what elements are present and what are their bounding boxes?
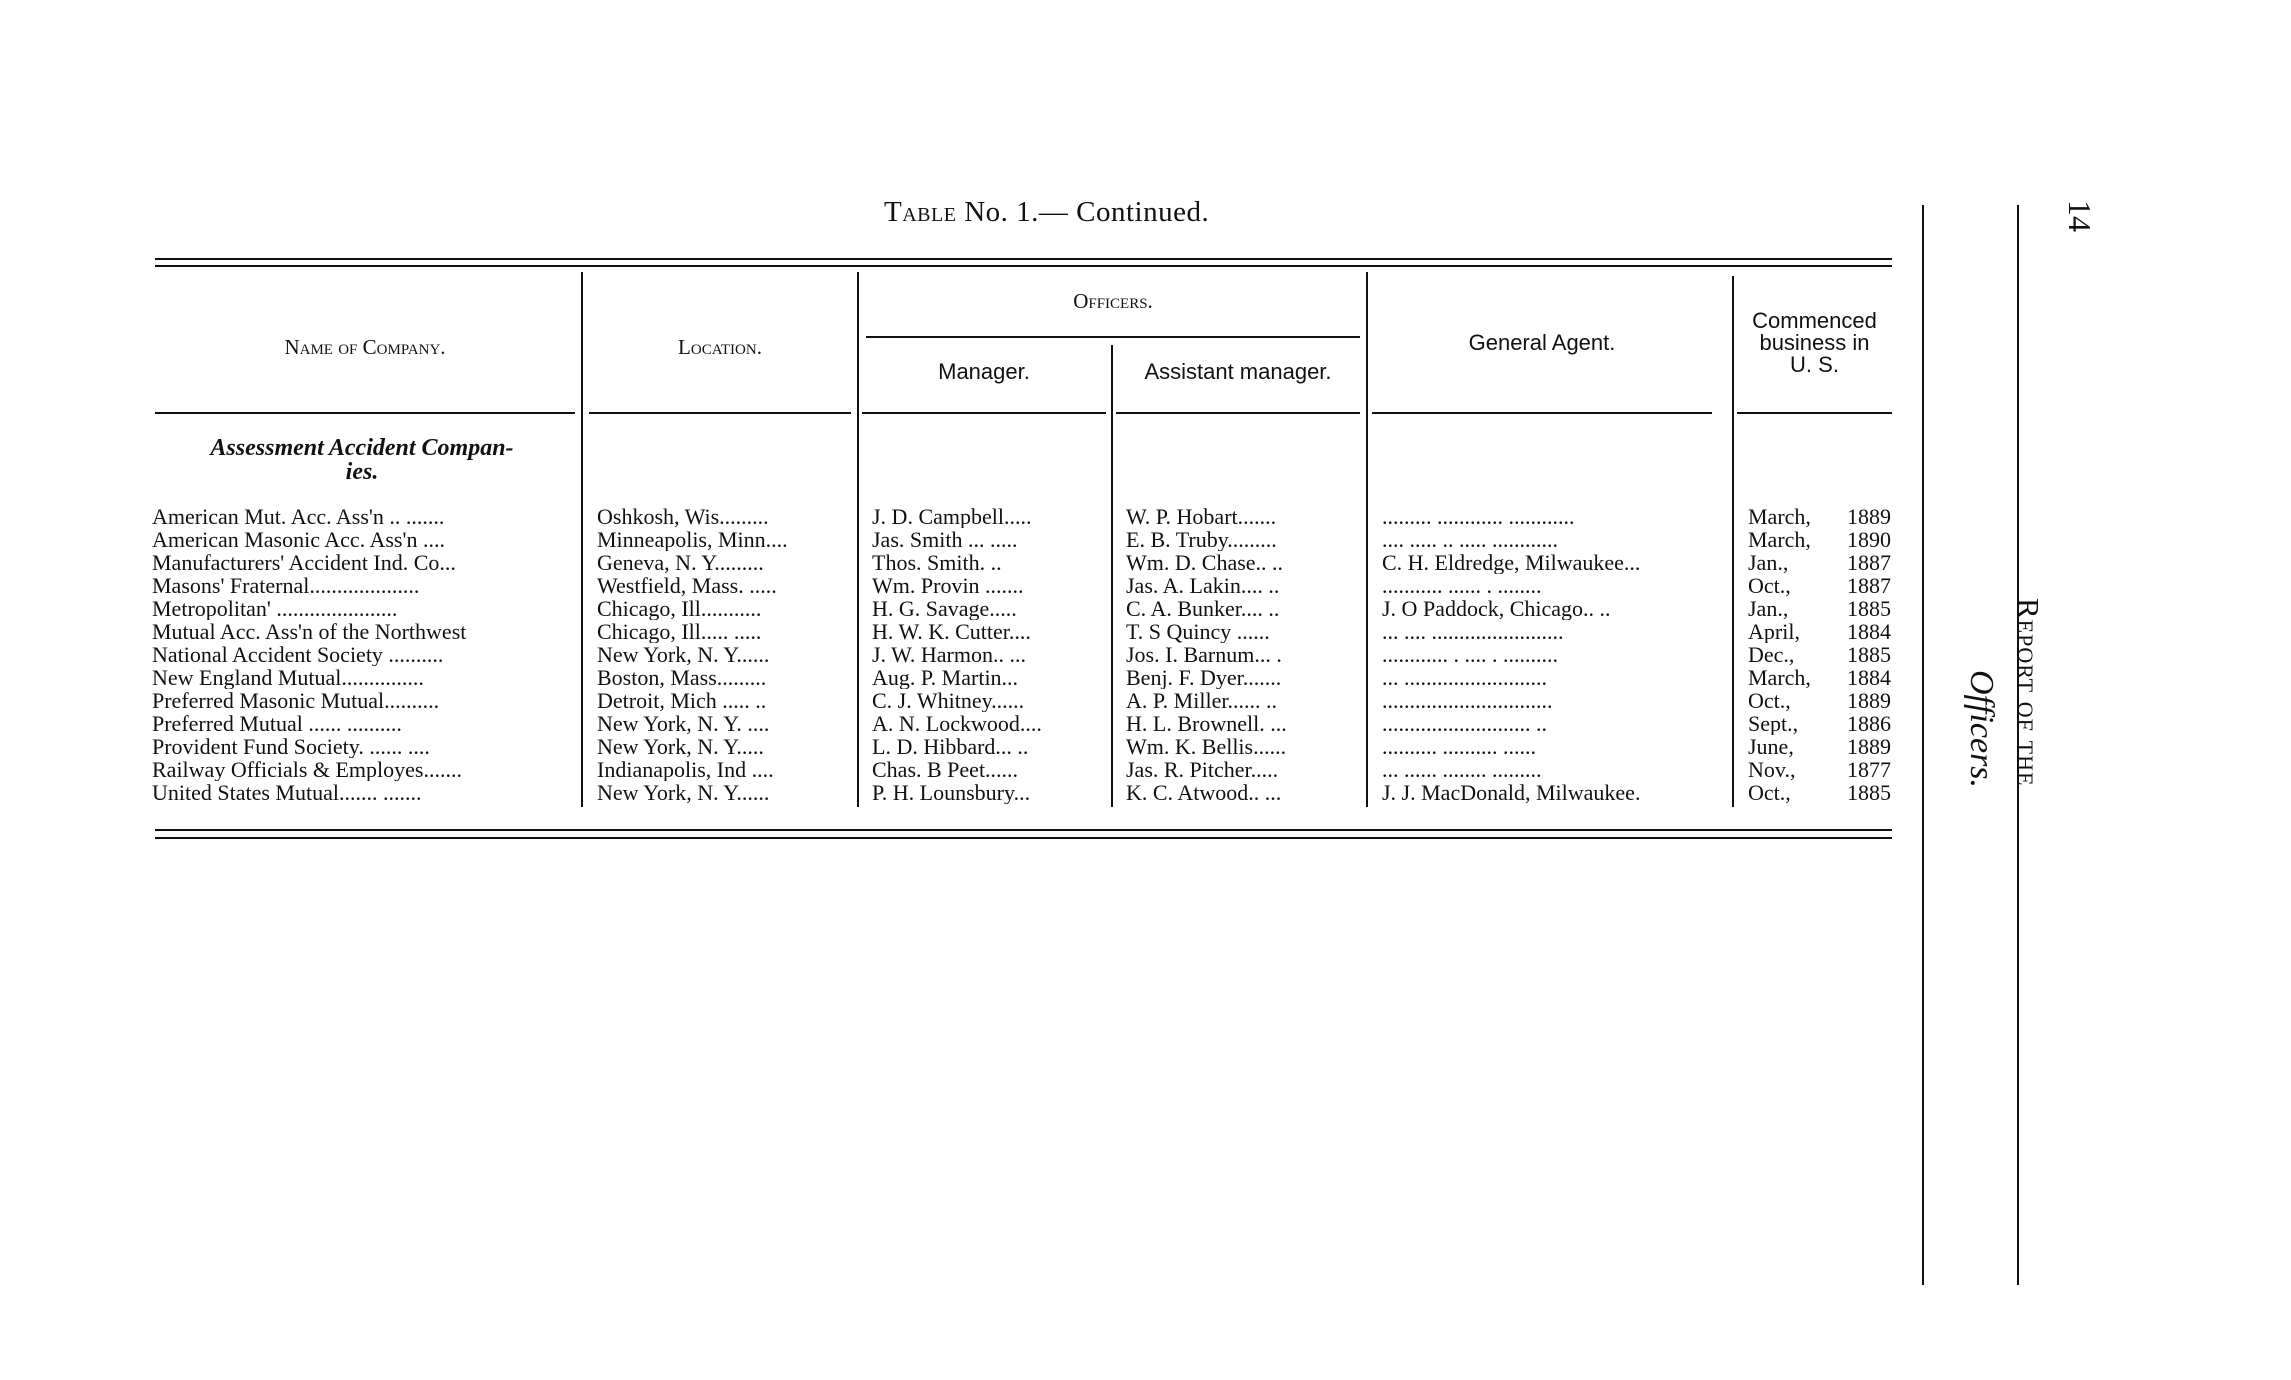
general-agent: .... ..... .. ..... ............ — [1382, 528, 1558, 551]
commenced-month: March, — [1748, 528, 1811, 551]
assistant-manager: Wm. D. Chase.. .. — [1126, 551, 1284, 574]
location: Chicago, Ill........... — [597, 597, 762, 620]
assistant-manager: A. P. Miller...... .. — [1126, 689, 1277, 712]
top-rule-1 — [155, 258, 1892, 260]
commenced-year: 1884 — [1847, 666, 1891, 689]
col-divider-5 — [1732, 276, 1734, 807]
header-location: Location. — [678, 335, 762, 359]
location: New York, N. Y...... — [597, 781, 770, 804]
manager: J. W. Harmon.. ... — [872, 643, 1026, 666]
manager: A. N. Lockwood.... — [872, 712, 1042, 735]
manager: H. G. Savage..... — [872, 597, 1017, 620]
commenced-month: Nov., — [1748, 758, 1796, 781]
header-assistant-manager: Assistant manager. — [1144, 359, 1332, 384]
location: Boston, Mass......... — [597, 666, 767, 689]
company-name: Mutual Acc. Ass'n of the Northwest — [152, 620, 467, 643]
company-name: Masons' Fraternal.................... — [152, 574, 420, 597]
header-officers: Officers. — [1073, 289, 1153, 313]
commenced-year: 1884 — [1847, 620, 1891, 643]
manager: Wm. Provin ....... — [872, 574, 1024, 597]
assistant-manager: Jos. I. Barnum... . — [1126, 643, 1282, 666]
company-name: National Accident Society .......... — [152, 643, 444, 666]
general-agent: C. H. Eldredge, Milwaukee... — [1382, 551, 1641, 574]
manager: H. W. K. Cutter.... — [872, 620, 1031, 643]
manager: Chas. B Peet...... — [872, 758, 1019, 781]
commenced-year: 1889 — [1847, 735, 1891, 758]
col-divider-4 — [1366, 272, 1368, 807]
assistant-manager: W. P. Hobart....... — [1126, 505, 1277, 528]
top-rule-2 — [155, 265, 1892, 267]
assistant-manager: T. S Quincy ...... — [1126, 620, 1270, 643]
header-general-agent: General Agent. — [1468, 330, 1616, 355]
page-number: 14 — [2062, 200, 2098, 232]
general-agent: ........................... .. — [1382, 712, 1547, 735]
company-name: New England Mutual............... — [152, 666, 424, 689]
location: New York, N. Y..... — [597, 735, 764, 758]
general-agent: ... ...... ........ ......... — [1382, 758, 1542, 781]
header-commenced-line3: U. S. — [1790, 352, 1839, 377]
assistant-manager: K. C. Atwood.. ... — [1126, 781, 1282, 804]
assistant-manager: Wm. K. Bellis...... — [1126, 735, 1287, 758]
commenced-month: April, — [1748, 620, 1800, 643]
company-name: Provident Fund Society. ...... .... — [152, 735, 430, 758]
general-agent: .......... .......... ...... — [1382, 735, 1536, 758]
col-divider-3 — [1111, 345, 1113, 807]
location: Geneva, N. Y......... — [597, 551, 764, 574]
commenced-year: 1885 — [1847, 643, 1891, 666]
header-rule-manager — [862, 412, 1106, 414]
header-rule-location — [589, 412, 851, 414]
assistant-manager: E. B. Truby......... — [1126, 528, 1277, 551]
col-divider-2 — [857, 272, 859, 807]
header-rule-assistant — [1116, 412, 1360, 414]
commenced-month: Jan., — [1748, 597, 1789, 620]
company-name: American Mut. Acc. Ass'n .. ....... — [152, 505, 445, 528]
commenced-year: 1877 — [1847, 758, 1891, 781]
commenced-month: Jan., — [1748, 551, 1789, 574]
commenced-year: 1890 — [1847, 528, 1891, 551]
manager: Aug. P. Martin... — [872, 666, 1019, 689]
company-name: United States Mutual....... ....... — [152, 781, 422, 804]
running-title: Report of the — [2011, 598, 2046, 787]
section-title-line2: ies. — [345, 459, 379, 485]
commenced-month: Sept., — [1748, 712, 1799, 735]
assistant-manager: H. L. Brownell. ... — [1126, 712, 1287, 735]
company-name: Railway Officials & Employes....... — [152, 758, 462, 781]
manager: L. D. Hibbard... .. — [872, 735, 1029, 758]
table-title — [884, 196, 1209, 229]
commenced-year: 1887 — [1847, 574, 1891, 597]
section-label: Officers. — [1963, 670, 2000, 789]
general-agent: ............................... — [1382, 689, 1553, 712]
commenced-year: 1885 — [1847, 597, 1891, 620]
manager: P. H. Lounsbury... — [872, 781, 1031, 804]
table-title-prefix: Table — [884, 196, 957, 228]
commenced-month: March, — [1748, 666, 1811, 689]
general-agent: ... .... ........................ — [1382, 620, 1564, 643]
general-agent: ......... ............ ............ — [1382, 505, 1575, 528]
assistant-manager: C. A. Bunker.... .. — [1126, 597, 1280, 620]
header-commenced-line1: Commenced — [1752, 308, 1877, 333]
assistant-manager: Jas. A. Lakin.... .. — [1126, 574, 1280, 597]
general-agent: ........... ...... . ........ — [1382, 574, 1542, 597]
general-agent: ............ . .... . .......... — [1382, 643, 1558, 666]
company-name: Metropolitan' ...................... — [152, 597, 398, 620]
company-name: American Masonic Acc. Ass'n .... — [152, 528, 445, 551]
company-name: Preferred Masonic Mutual.......... — [152, 689, 440, 712]
location: Detroit, Mich ..... .. — [597, 689, 767, 712]
commenced-month: June, — [1748, 735, 1794, 758]
commenced-year: 1886 — [1847, 712, 1891, 735]
commenced-year: 1887 — [1847, 551, 1891, 574]
commenced-month: Oct., — [1748, 574, 1791, 597]
assistant-manager: Jas. R. Pitcher..... — [1126, 758, 1279, 781]
commenced-month: Oct., — [1748, 781, 1791, 804]
commenced-year: 1889 — [1847, 505, 1891, 528]
location: Chicago, Ill..... ..... — [597, 620, 762, 643]
header-commenced-line2: business in — [1759, 330, 1870, 355]
header-name-of-company: Name of Company. — [284, 335, 446, 359]
manager: C. J. Whitney...... — [872, 689, 1025, 712]
header-rule-name — [155, 412, 575, 414]
location: New York, N. Y...... — [597, 643, 770, 666]
location: New York, N. Y. .... — [597, 712, 770, 735]
location: Oshkosh, Wis......... — [597, 505, 769, 528]
general-agent: J. J. MacDonald, Milwaukee. — [1382, 781, 1641, 804]
section-title — [152, 436, 572, 484]
company-name: Manufacturers' Accident Ind. Co... — [152, 551, 456, 574]
header-rule-agent — [1372, 412, 1712, 414]
commenced-month: Dec., — [1748, 643, 1795, 666]
section-title-line1: Assessment Accident Compan- — [210, 435, 514, 461]
margin-rule-inner — [1922, 205, 1924, 1285]
general-agent: ... .......................... — [1382, 666, 1547, 689]
location: Minneapolis, Minn.... — [597, 528, 788, 551]
bottom-rule-2 — [155, 837, 1892, 839]
manager: J. D. Campbell..... — [872, 505, 1032, 528]
manager: Thos. Smith. .. — [872, 551, 1002, 574]
location: Indianapolis, Ind .... — [597, 758, 774, 781]
commenced-month: Oct., — [1748, 689, 1791, 712]
commenced-year: 1889 — [1847, 689, 1891, 712]
commenced-month: March, — [1748, 505, 1811, 528]
location: Westfield, Mass. ..... — [597, 574, 777, 597]
header-commenced — [1737, 310, 1892, 376]
bottom-rule-1 — [155, 829, 1892, 831]
officers-underline — [866, 336, 1360, 338]
company-name: Preferred Mutual ...... .......... — [152, 712, 402, 735]
header-manager: Manager. — [938, 359, 1030, 384]
assistant-manager: Benj. F. Dyer....... — [1126, 666, 1282, 689]
commenced-year: 1885 — [1847, 781, 1891, 804]
col-divider-1 — [581, 272, 583, 807]
general-agent: J. O Paddock, Chicago.. .. — [1382, 597, 1611, 620]
header-rule-commenced — [1737, 412, 1892, 414]
manager: Jas. Smith ... ..... — [872, 528, 1018, 551]
table-title-main: No. 1.— Continued. — [956, 196, 1210, 228]
